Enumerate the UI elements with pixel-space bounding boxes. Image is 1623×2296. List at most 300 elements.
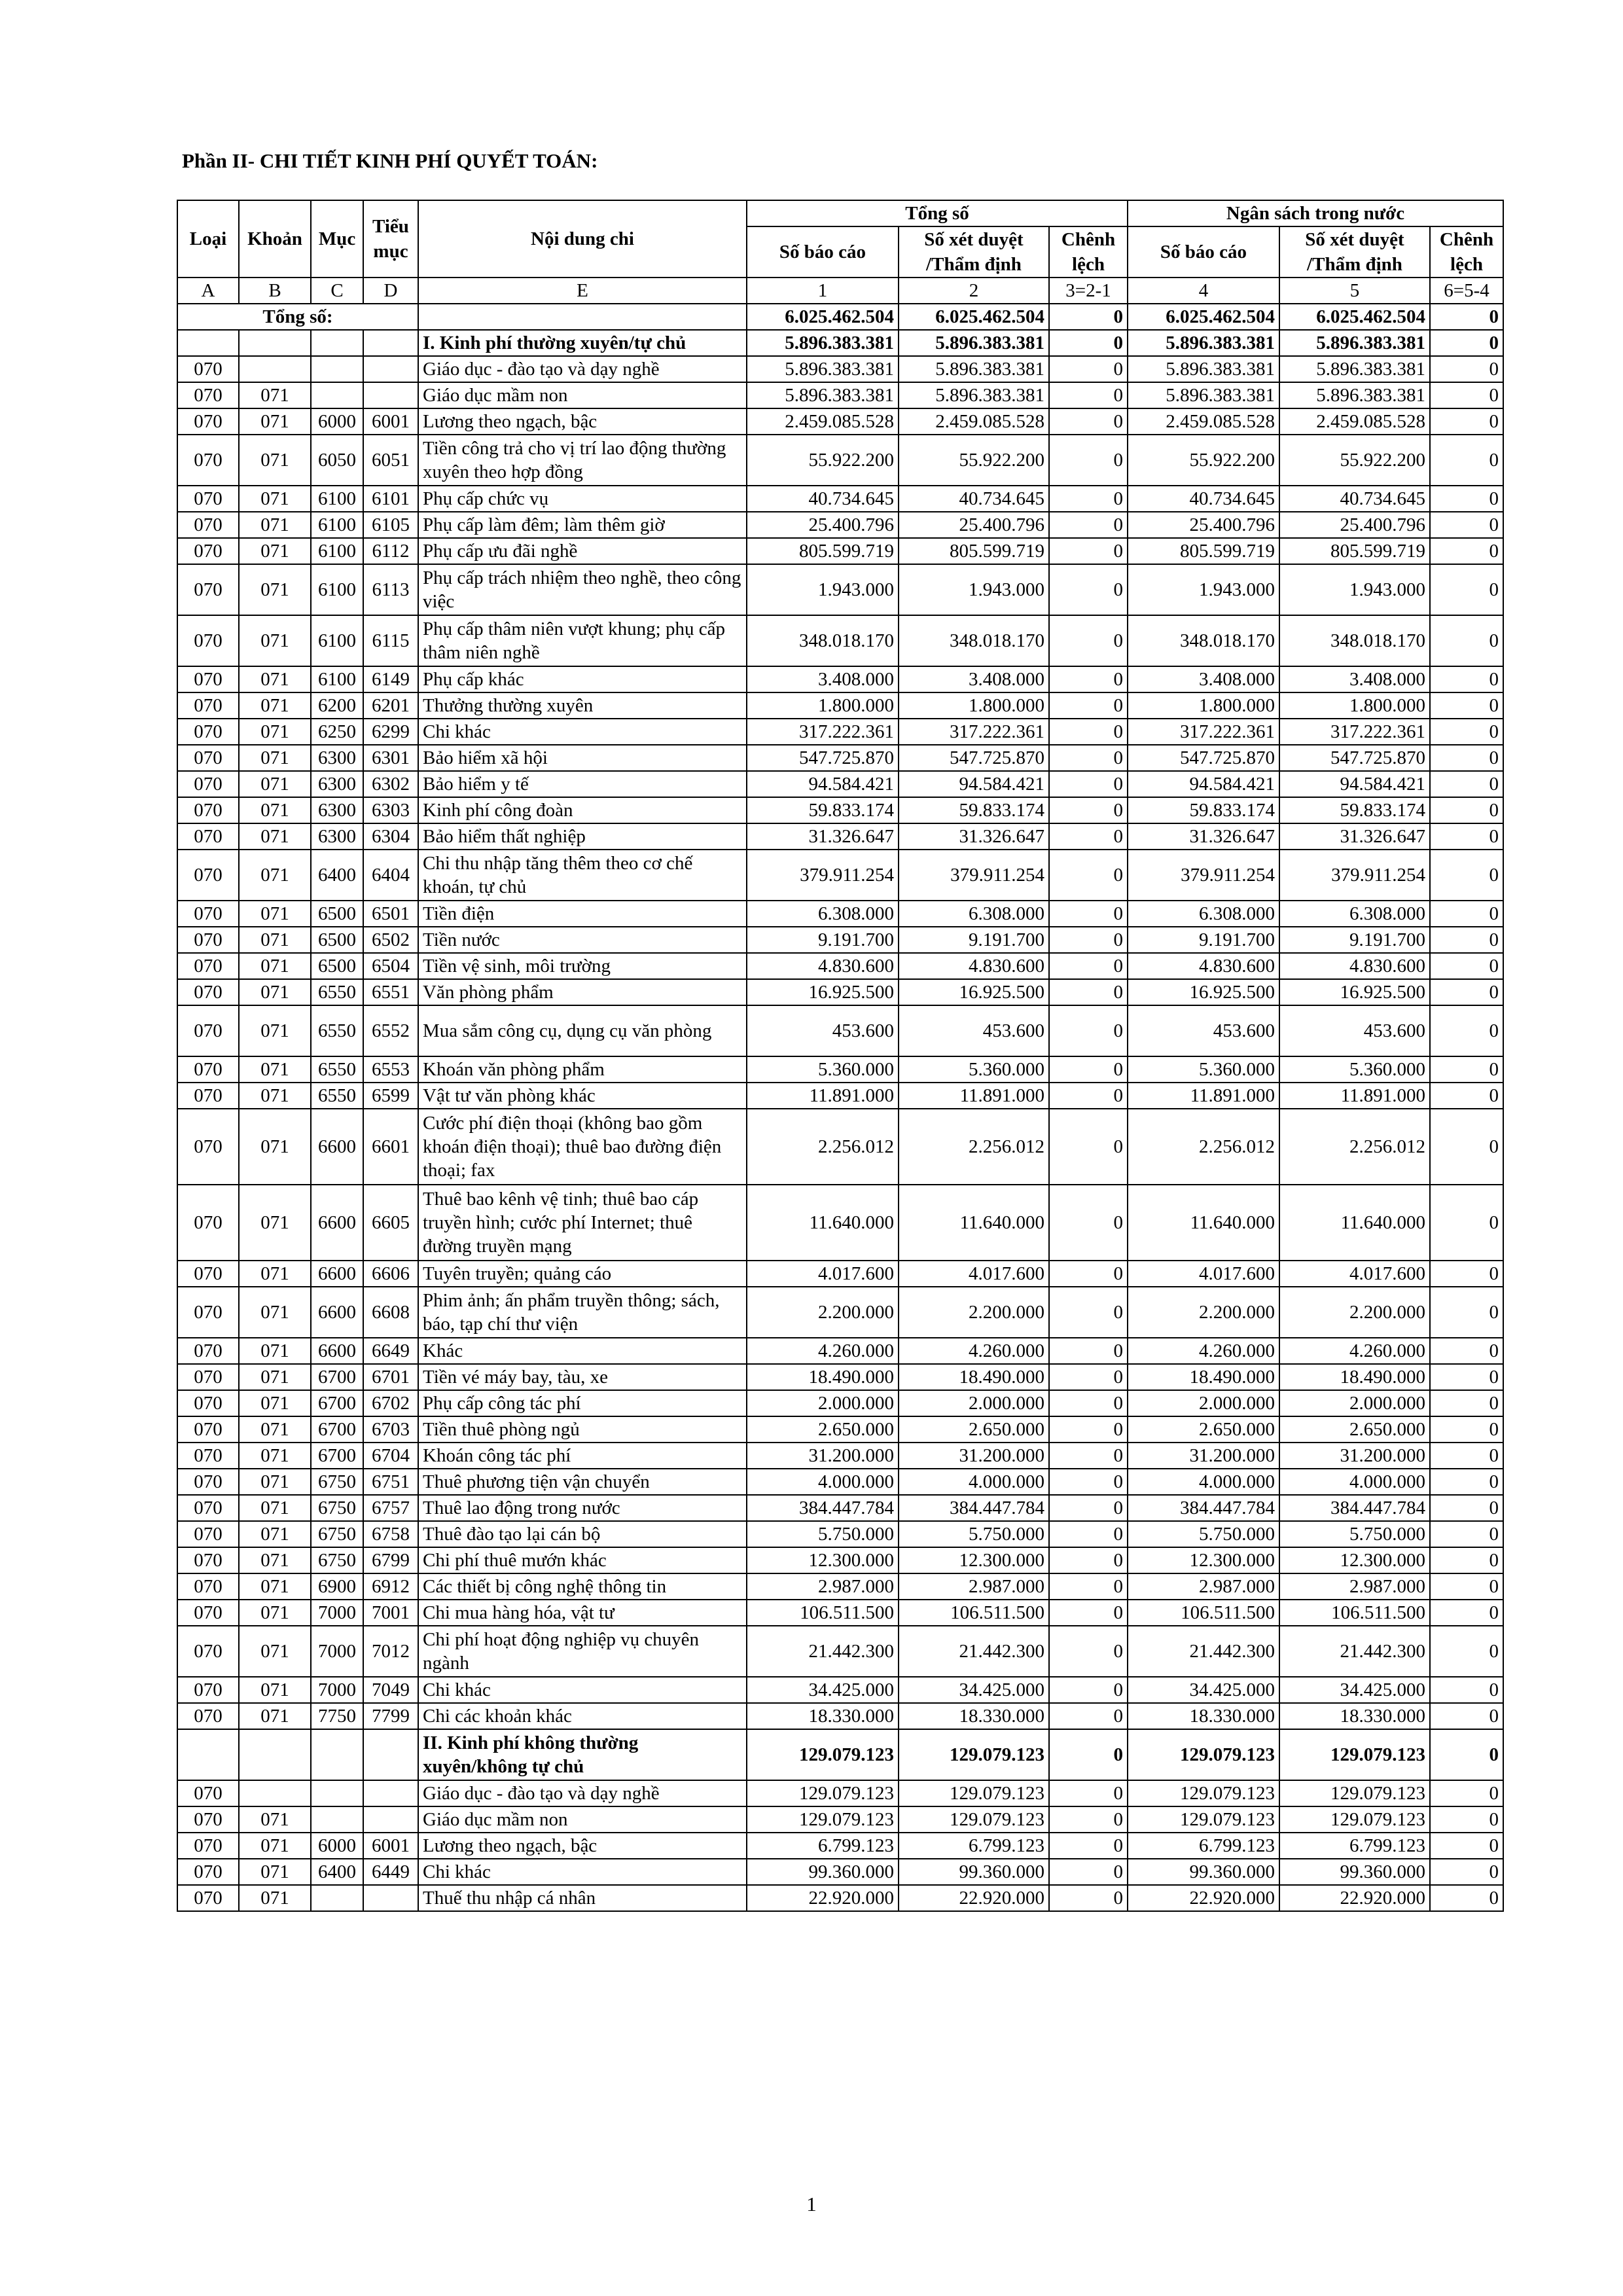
header-so-xet-duyet-2: Số xét duyệt /Thẩm định <box>1279 226 1430 278</box>
ns-so-bao-cao-cell: 94.584.421 <box>1128 771 1279 797</box>
so-bao-cao-cell: 18.330.000 <box>747 1703 899 1729</box>
so-xet-duyet-cell: 55.922.200 <box>899 435 1049 486</box>
content-cell: Thuê bao kênh vệ tinh; thuê bao cáp truyền hình; cước phí Internet; thuê đường truyền mạng <box>418 1185 747 1261</box>
ns-chenh-lech-cell: 0 <box>1430 435 1503 486</box>
ns-so-xet-duyet-cell: 2.200.000 <box>1279 1287 1430 1338</box>
content-cell: Tiền nước <box>418 927 747 953</box>
ns-chenh-lech-cell: 0 <box>1430 745 1503 771</box>
ns-so-bao-cao-cell: 5.896.383.381 <box>1128 330 1279 356</box>
ns-so-xet-duyet-cell: 9.191.700 <box>1279 927 1430 953</box>
muc-cell: 6600 <box>311 1338 363 1364</box>
ns-so-xet-duyet-cell: 1.943.000 <box>1279 564 1430 615</box>
so-xet-duyet-cell: 1.943.000 <box>899 564 1049 615</box>
table-row <box>177 1885 1503 1911</box>
so-bao-cao-cell: 40.734.645 <box>747 486 899 512</box>
ns-so-bao-cao-cell: 5.896.383.381 <box>1128 356 1279 382</box>
khoan-cell: 071 <box>239 1806 311 1833</box>
ns-so-xet-duyet-cell: 55.922.200 <box>1279 435 1430 486</box>
so-xet-duyet-cell: 11.891.000 <box>899 1083 1049 1109</box>
header-chenh-lech-1: Chênh lệch <box>1049 226 1128 278</box>
muc-cell: 6300 <box>311 745 363 771</box>
chenh-lech-cell: 0 <box>1049 1390 1128 1416</box>
chenh-lech-cell: 0 <box>1049 1495 1128 1521</box>
chenh-lech-cell: 0 <box>1049 1703 1128 1729</box>
tieu-muc-cell: 7001 <box>363 1600 418 1626</box>
so-bao-cao-cell: 2.987.000 <box>747 1573 899 1600</box>
khoan-cell: 071 <box>239 1083 311 1109</box>
content-cell: Giáo dục - đào tạo và dạy nghề <box>418 1780 747 1806</box>
so-bao-cao-cell: 348.018.170 <box>747 615 899 666</box>
so-xet-duyet-cell: 129.079.123 <box>899 1780 1049 1806</box>
chenh-lech-cell: 0 <box>1049 1573 1128 1600</box>
content-cell: Chi khác <box>418 1677 747 1703</box>
loai-cell: 070 <box>177 771 239 797</box>
content-cell: Thuê phương tiện vận chuyển <box>418 1469 747 1495</box>
ns-so-bao-cao-cell: 40.734.645 <box>1128 486 1279 512</box>
muc-cell: 6700 <box>311 1443 363 1469</box>
ns-so-xet-duyet-cell: 4.017.600 <box>1279 1261 1430 1287</box>
so-bao-cao-cell: 21.442.300 <box>747 1626 899 1677</box>
tieu-muc-cell: 6051 <box>363 435 418 486</box>
ns-so-xet-duyet-cell: 59.833.174 <box>1279 797 1430 823</box>
ns-so-xet-duyet-cell: 12.300.000 <box>1279 1547 1430 1573</box>
chenh-lech-cell: 0 <box>1049 1859 1128 1885</box>
so-xet-duyet-cell: 4.000.000 <box>899 1469 1049 1495</box>
table-row <box>177 745 1503 771</box>
ns-chenh-lech-cell: 0 <box>1430 1833 1503 1859</box>
content-cell: Lương theo ngạch, bậc <box>418 1833 747 1859</box>
budget-table <box>177 200 1504 1912</box>
ns-so-bao-cao-cell: 21.442.300 <box>1128 1626 1279 1677</box>
content-cell: Phụ cấp làm đêm; làm thêm giờ <box>418 512 747 538</box>
chenh-lech-cell: 0 <box>1049 1729 1128 1780</box>
content-cell: Khoán văn phòng phẩm <box>418 1056 747 1083</box>
so-xet-duyet-cell: 31.200.000 <box>899 1443 1049 1469</box>
table-row <box>177 1185 1503 1261</box>
header-ngan-sach: Ngân sách trong nước <box>1128 200 1503 226</box>
khoan-cell: 071 <box>239 1547 311 1573</box>
tieu-muc-cell <box>363 1729 418 1780</box>
ns-so-bao-cao-cell: 129.079.123 <box>1128 1806 1279 1833</box>
muc-cell: 6300 <box>311 797 363 823</box>
so-bao-cao-cell: 1.943.000 <box>747 564 899 615</box>
content-cell: Tuyên truyền; quảng cáo <box>418 1261 747 1287</box>
so-xet-duyet-cell: 348.018.170 <box>899 615 1049 666</box>
so-xet-duyet-cell: 59.833.174 <box>899 797 1049 823</box>
ns-so-xet-duyet-cell: 129.079.123 <box>1279 1806 1430 1833</box>
loai-cell: 070 <box>177 564 239 615</box>
content-cell: Giáo dục - đào tạo và dạy nghề <box>418 356 747 382</box>
header-noi-dung: Nội dung chi <box>418 200 747 278</box>
ns-so-bao-cao-cell: 9.191.700 <box>1128 927 1279 953</box>
ns-so-bao-cao-cell: 129.079.123 <box>1128 1729 1279 1780</box>
tieu-muc-cell <box>363 1806 418 1833</box>
column-letter: 6=5-4 <box>1430 278 1503 304</box>
content-cell: Giáo dục mầm non <box>418 1806 747 1833</box>
tieu-muc-cell: 6404 <box>363 850 418 901</box>
chenh-lech-cell: 0 <box>1049 564 1128 615</box>
so-xet-duyet-cell: 2.000.000 <box>899 1390 1049 1416</box>
column-letter: D <box>363 278 418 304</box>
table-row <box>177 1806 1503 1833</box>
khoan-cell: 071 <box>239 953 311 979</box>
ns-so-xet-duyet-cell: 317.222.361 <box>1279 719 1430 745</box>
loai-cell: 070 <box>177 1185 239 1261</box>
ns-so-xet-duyet-cell: 31.326.647 <box>1279 823 1430 850</box>
tieu-muc-cell: 6105 <box>363 512 418 538</box>
chenh-lech-cell: 0 <box>1049 1083 1128 1109</box>
so-xet-duyet-cell: 4.830.600 <box>899 953 1049 979</box>
so-bao-cao-cell: 4.000.000 <box>747 1469 899 1495</box>
loai-cell: 070 <box>177 1261 239 1287</box>
so-xet-duyet-cell: 5.896.383.381 <box>899 356 1049 382</box>
ns-so-xet-duyet-cell: 6.799.123 <box>1279 1833 1430 1859</box>
content-cell: Giáo dục mầm non <box>418 382 747 408</box>
page-number: 1 <box>806 2193 817 2215</box>
loai-cell: 070 <box>177 356 239 382</box>
tieu-muc-cell: 6649 <box>363 1338 418 1364</box>
so-bao-cao-cell: 59.833.174 <box>747 797 899 823</box>
so-bao-cao-cell: 22.920.000 <box>747 1885 899 1911</box>
khoan-cell: 071 <box>239 1185 311 1261</box>
tieu-muc-cell: 6112 <box>363 538 418 564</box>
ns-so-xet-duyet-cell: 384.447.784 <box>1279 1495 1430 1521</box>
tieu-muc-cell: 6101 <box>363 486 418 512</box>
muc-cell: 6900 <box>311 1573 363 1600</box>
ns-chenh-lech-cell: 0 <box>1430 1390 1503 1416</box>
so-xet-duyet-cell: 453.600 <box>899 1005 1049 1056</box>
ns-so-xet-duyet-cell: 6.025.462.504 <box>1279 304 1430 330</box>
so-bao-cao-cell: 106.511.500 <box>747 1600 899 1626</box>
ns-chenh-lech-cell: 0 <box>1430 1364 1503 1390</box>
ns-so-xet-duyet-cell: 805.599.719 <box>1279 538 1430 564</box>
content-cell: Phụ cấp trách nhiệm theo nghề, theo công việc <box>418 564 747 615</box>
table-row <box>177 1859 1503 1885</box>
khoan-cell: 071 <box>239 382 311 408</box>
content-cell: Chi thu nhập tăng thêm theo cơ chế khoán, tự chủ <box>418 850 747 901</box>
tieu-muc-cell: 6502 <box>363 927 418 953</box>
loai-cell: 070 <box>177 382 239 408</box>
loai-cell: 070 <box>177 953 239 979</box>
so-bao-cao-cell: 12.300.000 <box>747 1547 899 1573</box>
table-row <box>177 1083 1503 1109</box>
loai-cell: 070 <box>177 692 239 719</box>
ns-chenh-lech-cell: 0 <box>1430 719 1503 745</box>
content-cell: Phim ảnh; ấn phẩm truyền thông; sách, báo, tạp chí thư viện <box>418 1287 747 1338</box>
ns-so-xet-duyet-cell: 106.511.500 <box>1279 1600 1430 1626</box>
ns-chenh-lech-cell: 0 <box>1430 1703 1503 1729</box>
loai-cell: 070 <box>177 538 239 564</box>
ns-so-bao-cao-cell: 2.200.000 <box>1128 1287 1279 1338</box>
tieu-muc-cell: 6302 <box>363 771 418 797</box>
tieu-muc-cell: 6303 <box>363 797 418 823</box>
muc-cell: 6750 <box>311 1547 363 1573</box>
khoan-cell: 071 <box>239 564 311 615</box>
content-cell: Chi khác <box>418 719 747 745</box>
table-row <box>177 1573 1503 1600</box>
ns-so-xet-duyet-cell: 379.911.254 <box>1279 850 1430 901</box>
khoan-cell: 071 <box>239 979 311 1005</box>
muc-cell: 6600 <box>311 1185 363 1261</box>
ns-so-xet-duyet-cell: 18.330.000 <box>1279 1703 1430 1729</box>
muc-cell: 6700 <box>311 1364 363 1390</box>
so-xet-duyet-cell: 40.734.645 <box>899 486 1049 512</box>
ns-so-bao-cao-cell: 2.650.000 <box>1128 1416 1279 1443</box>
ns-chenh-lech-cell: 0 <box>1430 304 1503 330</box>
khoan-cell: 071 <box>239 1005 311 1056</box>
khoan-cell: 071 <box>239 1261 311 1287</box>
chenh-lech-cell: 0 <box>1049 1443 1128 1469</box>
ns-chenh-lech-cell: 0 <box>1430 1521 1503 1547</box>
loai-cell: 070 <box>177 1521 239 1547</box>
table-row <box>177 1443 1503 1469</box>
tieu-muc-cell: 6757 <box>363 1495 418 1521</box>
loai-cell: 070 <box>177 1495 239 1521</box>
chenh-lech-cell: 0 <box>1049 1287 1128 1338</box>
so-bao-cao-cell: 129.079.123 <box>747 1806 899 1833</box>
ns-chenh-lech-cell: 0 <box>1430 1859 1503 1885</box>
chenh-lech-cell: 0 <box>1049 1338 1128 1364</box>
ns-chenh-lech-cell: 0 <box>1430 771 1503 797</box>
ns-so-xet-duyet-cell: 31.200.000 <box>1279 1443 1430 1469</box>
ns-so-bao-cao-cell: 106.511.500 <box>1128 1600 1279 1626</box>
tieu-muc-cell: 6301 <box>363 745 418 771</box>
so-bao-cao-cell: 4.017.600 <box>747 1261 899 1287</box>
so-bao-cao-cell: 6.308.000 <box>747 901 899 927</box>
so-xet-duyet-cell: 5.360.000 <box>899 1056 1049 1083</box>
content-cell: Văn phòng phẩm <box>418 979 747 1005</box>
table-row <box>177 408 1503 435</box>
table-row <box>177 435 1503 486</box>
content-cell: Phụ cấp ưu đãi nghề <box>418 538 747 564</box>
so-xet-duyet-cell: 547.725.870 <box>899 745 1049 771</box>
so-bao-cao-cell: 34.425.000 <box>747 1677 899 1703</box>
ns-chenh-lech-cell: 0 <box>1430 1729 1503 1780</box>
chenh-lech-cell: 0 <box>1049 615 1128 666</box>
muc-cell: 6100 <box>311 666 363 692</box>
muc-cell: 6600 <box>311 1109 363 1185</box>
so-xet-duyet-cell: 1.800.000 <box>899 692 1049 719</box>
ns-so-xet-duyet-cell: 5.896.383.381 <box>1279 382 1430 408</box>
table-row <box>177 486 1503 512</box>
ns-so-xet-duyet-cell: 34.425.000 <box>1279 1677 1430 1703</box>
loai-cell: 070 <box>177 408 239 435</box>
chenh-lech-cell: 0 <box>1049 1109 1128 1185</box>
header-row-1 <box>177 200 1503 226</box>
table-row <box>177 927 1503 953</box>
so-xet-duyet-cell: 16.925.500 <box>899 979 1049 1005</box>
chenh-lech-cell: 0 <box>1049 927 1128 953</box>
tieu-muc-cell: 6304 <box>363 823 418 850</box>
ns-so-xet-duyet-cell: 25.400.796 <box>1279 512 1430 538</box>
ns-chenh-lech-cell: 0 <box>1430 1287 1503 1338</box>
table-row <box>177 1261 1503 1287</box>
khoan-cell: 071 <box>239 745 311 771</box>
chenh-lech-cell: 0 <box>1049 1056 1128 1083</box>
so-xet-duyet-cell: 11.640.000 <box>899 1185 1049 1261</box>
tieu-muc-cell: 6702 <box>363 1390 418 1416</box>
table-row <box>177 356 1503 382</box>
ns-chenh-lech-cell: 0 <box>1430 1780 1503 1806</box>
muc-cell: 6000 <box>311 408 363 435</box>
ns-so-bao-cao-cell: 5.360.000 <box>1128 1056 1279 1083</box>
khoan-cell: 071 <box>239 1495 311 1521</box>
chenh-lech-cell: 0 <box>1049 979 1128 1005</box>
content-cell: Tiền vé máy bay, tàu, xe <box>418 1364 747 1390</box>
so-xet-duyet-cell: 2.650.000 <box>899 1416 1049 1443</box>
so-bao-cao-cell: 317.222.361 <box>747 719 899 745</box>
ns-so-xet-duyet-cell: 348.018.170 <box>1279 615 1430 666</box>
chenh-lech-cell: 0 <box>1049 512 1128 538</box>
tieu-muc-cell: 6605 <box>363 1185 418 1261</box>
ns-so-bao-cao-cell: 5.750.000 <box>1128 1521 1279 1547</box>
tieu-muc-cell: 6001 <box>363 1833 418 1859</box>
ns-so-bao-cao-cell: 453.600 <box>1128 1005 1279 1056</box>
khoan-cell: 071 <box>239 797 311 823</box>
content-cell: Phụ cấp thâm niên vượt khung; phụ cấp thâm niên nghề <box>418 615 747 666</box>
ns-so-bao-cao-cell: 2.459.085.528 <box>1128 408 1279 435</box>
tieu-muc-cell: 6001 <box>363 408 418 435</box>
loai-cell: 070 <box>177 1083 239 1109</box>
muc-cell: 6100 <box>311 538 363 564</box>
loai-cell: 070 <box>177 1005 239 1056</box>
ns-so-bao-cao-cell: 59.833.174 <box>1128 797 1279 823</box>
muc-cell: 6000 <box>311 1833 363 1859</box>
so-bao-cao-cell: 2.200.000 <box>747 1287 899 1338</box>
so-bao-cao-cell: 55.922.200 <box>747 435 899 486</box>
loai-cell: 070 <box>177 615 239 666</box>
ns-so-bao-cao-cell: 31.326.647 <box>1128 823 1279 850</box>
loai-cell: 070 <box>177 979 239 1005</box>
ns-chenh-lech-cell: 0 <box>1430 1469 1503 1495</box>
header-tieu-muc: Tiểu mục <box>363 200 418 278</box>
column-letter: B <box>239 278 311 304</box>
khoan-cell: 071 <box>239 692 311 719</box>
table-row <box>177 823 1503 850</box>
ns-chenh-lech-cell: 0 <box>1430 692 1503 719</box>
khoan-cell: 071 <box>239 1364 311 1390</box>
so-xet-duyet-cell: 2.200.000 <box>899 1287 1049 1338</box>
khoan-cell: 071 <box>239 1703 311 1729</box>
so-xet-duyet-cell: 25.400.796 <box>899 512 1049 538</box>
ns-so-xet-duyet-cell: 2.256.012 <box>1279 1109 1430 1185</box>
muc-cell: 6550 <box>311 1056 363 1083</box>
ns-chenh-lech-cell: 0 <box>1430 382 1503 408</box>
so-xet-duyet-cell: 18.330.000 <box>899 1703 1049 1729</box>
ns-chenh-lech-cell: 0 <box>1430 1547 1503 1573</box>
ns-chenh-lech-cell: 0 <box>1430 1261 1503 1287</box>
muc-cell <box>311 330 363 356</box>
so-bao-cao-cell: 384.447.784 <box>747 1495 899 1521</box>
table-row <box>177 1338 1503 1364</box>
table-row <box>177 1729 1503 1780</box>
khoan-cell: 071 <box>239 771 311 797</box>
header-muc: Mục <box>311 200 363 278</box>
chenh-lech-cell: 0 <box>1049 901 1128 927</box>
chenh-lech-cell: 0 <box>1049 1416 1128 1443</box>
content-cell: Chi phí hoạt động nghiệp vụ chuyên ngành <box>418 1626 747 1677</box>
tieu-muc-cell: 6113 <box>363 564 418 615</box>
ns-so-bao-cao-cell: 22.920.000 <box>1128 1885 1279 1911</box>
tieu-muc-cell: 6501 <box>363 901 418 927</box>
so-xet-duyet-cell: 12.300.000 <box>899 1547 1049 1573</box>
loai-cell: 070 <box>177 1677 239 1703</box>
so-xet-duyet-cell: 379.911.254 <box>899 850 1049 901</box>
loai-cell: 070 <box>177 1806 239 1833</box>
khoan-cell: 071 <box>239 927 311 953</box>
chenh-lech-cell: 0 <box>1049 1885 1128 1911</box>
tieu-muc-cell: 6701 <box>363 1364 418 1390</box>
khoan-cell: 071 <box>239 719 311 745</box>
ns-so-xet-duyet-cell: 4.260.000 <box>1279 1338 1430 1364</box>
so-xet-duyet-cell: 31.326.647 <box>899 823 1049 850</box>
ns-so-xet-duyet-cell: 129.079.123 <box>1279 1780 1430 1806</box>
loai-cell: 070 <box>177 1443 239 1469</box>
ns-so-bao-cao-cell: 317.222.361 <box>1128 719 1279 745</box>
ns-so-bao-cao-cell: 2.987.000 <box>1128 1573 1279 1600</box>
ns-so-bao-cao-cell: 6.308.000 <box>1128 901 1279 927</box>
table-row <box>177 1390 1503 1416</box>
content-cell: Mua sắm công cụ, dụng cụ văn phòng <box>418 1005 747 1056</box>
so-xet-duyet-cell: 805.599.719 <box>899 538 1049 564</box>
muc-cell: 6500 <box>311 927 363 953</box>
so-bao-cao-cell: 16.925.500 <box>747 979 899 1005</box>
loai-cell: 070 <box>177 1390 239 1416</box>
ns-chenh-lech-cell: 0 <box>1430 666 1503 692</box>
so-xet-duyet-cell: 3.408.000 <box>899 666 1049 692</box>
so-bao-cao-cell: 1.800.000 <box>747 692 899 719</box>
header-so-xet-duyet-1: Số xét duyệt /Thẩm định <box>899 226 1049 278</box>
so-xet-duyet-cell: 9.191.700 <box>899 927 1049 953</box>
ns-so-bao-cao-cell: 34.425.000 <box>1128 1677 1279 1703</box>
so-xet-duyet-cell: 2.459.085.528 <box>899 408 1049 435</box>
chenh-lech-cell: 0 <box>1049 1833 1128 1859</box>
khoan-cell: 071 <box>239 435 311 486</box>
table-row <box>177 1833 1503 1859</box>
muc-cell: 6050 <box>311 435 363 486</box>
content-cell: Chi khác <box>418 1859 747 1885</box>
loai-cell: 070 <box>177 1573 239 1600</box>
content-cell: Bảo hiểm thất nghiệp <box>418 823 747 850</box>
ns-so-xet-duyet-cell: 3.408.000 <box>1279 666 1430 692</box>
table-row <box>177 1364 1503 1390</box>
tieu-muc-cell <box>363 356 418 382</box>
ns-so-bao-cao-cell: 129.079.123 <box>1128 1780 1279 1806</box>
muc-cell: 6750 <box>311 1495 363 1521</box>
chenh-lech-cell: 0 <box>1049 1780 1128 1806</box>
khoan-cell: 071 <box>239 1573 311 1600</box>
content-cell: Tiền thuê phòng ngủ <box>418 1416 747 1443</box>
chenh-lech-cell: 0 <box>1049 953 1128 979</box>
tieu-muc-cell: 6599 <box>363 1083 418 1109</box>
ns-chenh-lech-cell: 0 <box>1430 1185 1503 1261</box>
so-xet-duyet-cell: 6.308.000 <box>899 901 1049 927</box>
muc-cell: 6250 <box>311 719 363 745</box>
table-row <box>177 330 1503 356</box>
ns-so-xet-duyet-cell: 4.830.600 <box>1279 953 1430 979</box>
ns-so-bao-cao-cell: 18.330.000 <box>1128 1703 1279 1729</box>
chenh-lech-cell: 0 <box>1049 771 1128 797</box>
tieu-muc-cell: 7049 <box>363 1677 418 1703</box>
ns-chenh-lech-cell: 0 <box>1430 1573 1503 1600</box>
loai-cell: 070 <box>177 927 239 953</box>
khoan-cell <box>239 356 311 382</box>
tieu-muc-cell: 6552 <box>363 1005 418 1056</box>
content-cell: Bảo hiểm xã hội <box>418 745 747 771</box>
chenh-lech-cell: 0 <box>1049 330 1128 356</box>
so-xet-duyet-cell: 99.360.000 <box>899 1859 1049 1885</box>
table-body <box>177 278 1503 1911</box>
